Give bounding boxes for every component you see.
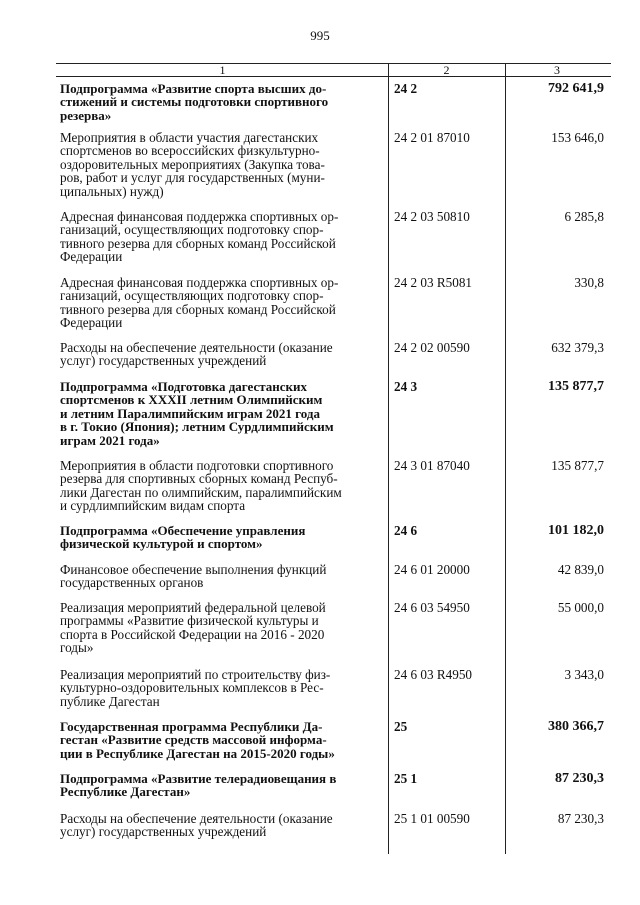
column-header-2: 2 — [443, 63, 450, 77]
row-code: 24 3 01 87040 — [394, 458, 470, 473]
row-amount: 380 366,7 — [548, 719, 604, 734]
row-name: Мероприятия в области участия дагестанских спортсменов во всероссийских физкультурно- оздоровительных мероприятиях (Закупка това- ров, работ и услуг для государственных (муни- ципальных) нужд) — [60, 130, 325, 199]
row-code: 25 1 01 00590 — [394, 811, 470, 826]
row-code: 25 1 — [394, 771, 418, 786]
column-divider-1 — [388, 64, 389, 854]
row-code: 24 2 03 R5081 — [394, 275, 473, 290]
row-amount: 87 230,3 — [555, 771, 604, 786]
row-code: 25 — [394, 719, 408, 734]
row-code: 24 6 03 54950 — [394, 600, 470, 615]
row-amount: 101 182,0 — [548, 523, 604, 538]
row-name: Государственная программа Республики Да- гестан «Развитие средств массовой информа- ции в Республике Дагестан на 2015-2020 годы» — [60, 719, 335, 761]
row-amount: 135 877,7 — [551, 458, 604, 473]
row-amount: 42 839,0 — [557, 562, 604, 577]
row-name: Финансовое обеспечение выполнения функций государственных органов — [60, 562, 327, 591]
page-number: 995 — [310, 28, 330, 43]
row-name: Подпрограмма «Развитие телерадиовещания в Республике Дагестан» — [60, 771, 337, 800]
row-amount: 135 877,7 — [548, 379, 604, 394]
row-name: Подпрограмма «Развитие спорта высших до- стижений и системы подготовки спортивного резерва» — [60, 81, 329, 123]
row-amount: 87 230,3 — [557, 811, 604, 826]
row-amount: 792 641,9 — [548, 81, 604, 96]
row-code: 24 2 02 00590 — [394, 340, 470, 355]
row-code: 24 2 — [394, 81, 418, 96]
row-name: Реализация мероприятий федеральной целевой программы «Развитие физической культуры и спорта в Российской Федерации на 2016 - 2020 годы» — [60, 600, 326, 656]
row-name: Реализация мероприятий по строительству физ- культурно-оздоровительных комплексов в Рес- публике Дагестан — [60, 667, 331, 709]
row-name: Подпрограмма «Обеспечение управления физической культурой и спортом» — [60, 523, 306, 552]
row-amount: 55 000,0 — [557, 600, 604, 615]
row-code: 24 6 — [394, 523, 418, 538]
row-amount: 330,8 — [574, 275, 604, 290]
row-name: Адресная финансовая поддержка спортивных ор- ганизаций, осуществляющих подготовку спор- тивного резерва для сборных команд Российской Федерации — [60, 275, 339, 331]
row-name: Подпрограмма «Подготовка дагестанских спортсменов к XXXII летним Олимпийским и летним Паралимпийским играм 2021 года в г. Токио (Япония); летним Сурдлимпийским играм 2021 года» — [60, 379, 334, 448]
row-name: Расходы на обеспечение деятельности (оказание услуг) государственных учреждений — [60, 340, 333, 369]
row-amount: 3 343,0 — [564, 667, 604, 682]
row-amount: 153 646,0 — [551, 130, 604, 145]
row-code: 24 2 03 50810 — [394, 209, 470, 224]
row-code: 24 6 01 20000 — [394, 562, 470, 577]
row-name: Мероприятия в области подготовки спортивного резерва для спортивных сборных команд Респуб- лики Дагестан по олимпийским, паралимпийским и сурдлимпийским видам спорта — [60, 458, 342, 514]
column-header-1: 1 — [219, 63, 226, 77]
row-amount: 632 379,3 — [551, 340, 604, 355]
row-amount: 6 285,8 — [564, 209, 604, 224]
column-header-3: 3 — [554, 63, 560, 77]
column-divider-2 — [505, 64, 506, 854]
row-code: 24 6 03 R4950 — [394, 667, 473, 682]
row-name: Адресная финансовая поддержка спортивных ор- ганизаций, осуществляющих подготовку спор- тивного резерва для сборных команд Российской Федерации — [60, 209, 339, 265]
row-code: 24 2 01 87010 — [394, 130, 470, 145]
row-name: Расходы на обеспечение деятельности (оказание услуг) государственных учреждений — [60, 811, 333, 840]
row-code: 24 3 — [394, 379, 418, 394]
